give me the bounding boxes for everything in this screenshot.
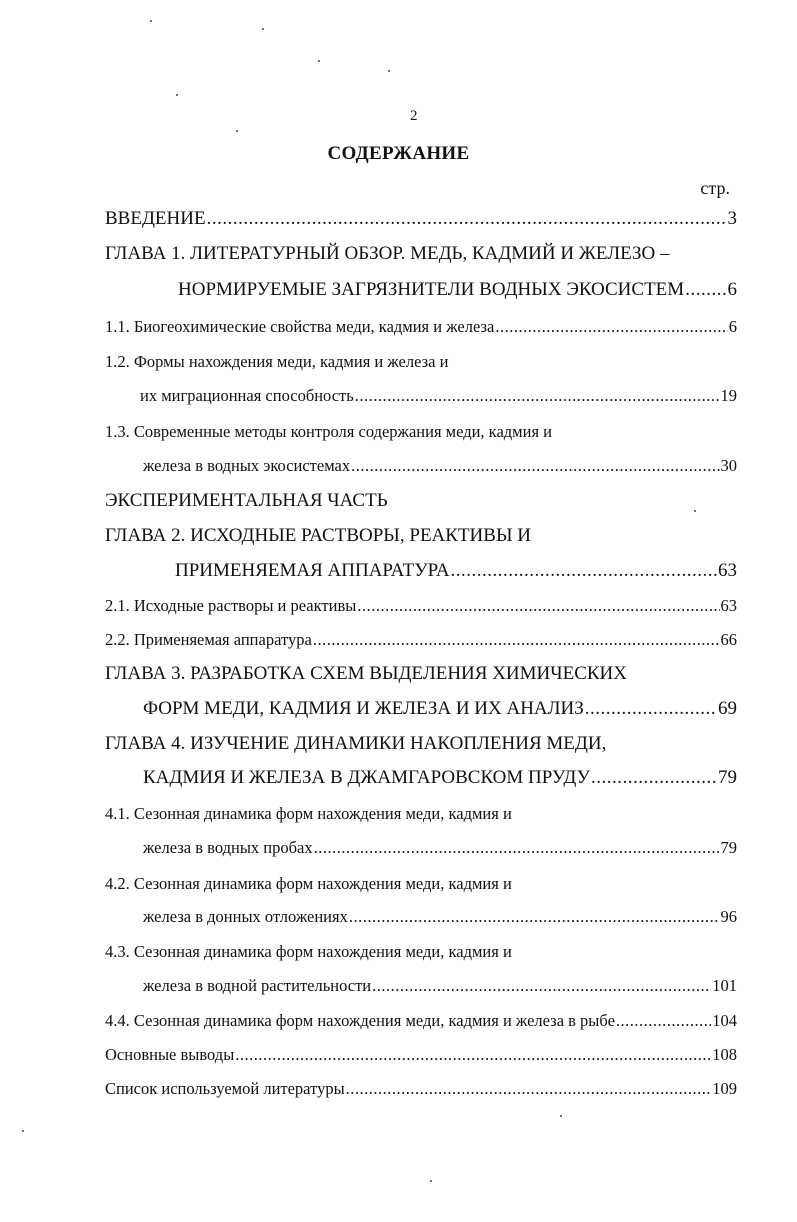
toc-entry-4-3 — [143, 976, 737, 996]
toc-label: железа в водных пробах — [143, 838, 313, 857]
toc-label: 4.4. Сезонная динамика форм нахождения меди, кадмия и железа в рыбе — [105, 1011, 615, 1030]
toc-entry-4-4 — [105, 1011, 737, 1031]
toc-page: 69 — [718, 698, 737, 719]
toc-page: 30 — [720, 456, 737, 475]
toc-section-1-2-line1: 1.2. Формы нахождения меди, кадмия и железа и — [105, 352, 449, 371]
toc-page: 96 — [720, 907, 737, 926]
toc-page: 104 — [712, 1011, 737, 1030]
toc-leader-dots — [346, 1079, 712, 1099]
toc-entry-1-2 — [140, 386, 737, 406]
toc-label: ВВЕДЕНИЕ — [105, 208, 206, 229]
toc-page: 108 — [712, 1045, 737, 1064]
toc-section-4-1-line1: 4.1. Сезонная динамика форм нахождения меди, кадмия и — [105, 804, 512, 823]
scan-speck — [22, 1130, 24, 1132]
toc-label: 2.2. Применяемая аппаратура — [105, 630, 312, 649]
page-column-label: стр. — [700, 178, 730, 198]
scan-speck — [236, 130, 238, 132]
toc-leader-dots — [313, 630, 720, 650]
page-number: 2 — [410, 108, 418, 124]
toc-entry-4-1 — [143, 838, 737, 858]
toc-section-4-2-line1: 4.2. Сезонная динамика форм нахождения меди, кадмия и — [105, 874, 512, 893]
toc-leader-dots — [495, 317, 727, 337]
toc-entry-2-1 — [105, 596, 737, 616]
toc-page: 3 — [727, 208, 737, 229]
toc-entry-conclusions — [105, 1045, 737, 1065]
toc-leader-dots — [235, 1045, 711, 1065]
toc-entry-chapter-2 — [175, 560, 737, 582]
toc-entry-1-1 — [105, 317, 737, 337]
toc-leader-dots — [685, 279, 726, 301]
toc-page: 63 — [720, 596, 737, 615]
scan-speck — [560, 1115, 562, 1117]
toc-label: железа в водных экосистемах — [143, 456, 351, 475]
toc-label: КАДМИЯ И ЖЕЛЕЗА В ДЖАМГАРОВСКОМ ПРУДУ — [143, 767, 591, 788]
toc-leader-dots — [591, 767, 717, 789]
toc-entry-references — [105, 1079, 737, 1099]
toc-leader-dots — [351, 456, 719, 476]
toc-leader-dots — [357, 596, 719, 616]
scan-speck — [430, 1180, 432, 1182]
toc-page: 101 — [712, 976, 737, 995]
toc-chapter-2-line1: ГЛАВА 2. ИСХОДНЫЕ РАСТВОРЫ, РЕАКТИВЫ И — [105, 525, 531, 546]
toc-entry-4-2 — [143, 907, 737, 927]
toc-part-experimental: ЭКСПЕРИМЕНТАЛЬНАЯ ЧАСТЬ — [105, 490, 388, 511]
toc-section-4-3-line1: 4.3. Сезонная динамика форм нахождения меди, кадмия и — [105, 942, 512, 961]
scan-speck — [388, 70, 390, 72]
page-title: СОДЕРЖАНИЕ — [327, 143, 470, 164]
toc-page: 6 — [728, 317, 737, 336]
toc-chapter-4-line1: ГЛАВА 4. ИЗУЧЕНИЕ ДИНАМИКИ НАКОПЛЕНИЯ МЕДИ, — [105, 733, 607, 754]
toc-label: 1.1. Биогеохимические свойства меди, кадмия и железа — [105, 317, 495, 336]
toc-page: 63 — [718, 560, 737, 581]
toc-section-1-3-line1: 1.3. Современные методы контроля содержания меди, кадмия и — [105, 422, 552, 441]
toc-leader-dots — [207, 208, 727, 230]
scan-speck — [318, 60, 320, 62]
scan-speck — [262, 28, 264, 30]
toc-entry-chapter-3 — [143, 698, 737, 720]
toc-label: Список используемой литературы — [105, 1079, 345, 1098]
toc-label: их миграционная способность — [140, 386, 354, 405]
toc-entry-2-2 — [105, 630, 737, 650]
toc-chapter-3-line1: ГЛАВА 3. РАЗРАБОТКА СХЕМ ВЫДЕЛЕНИЯ ХИМИЧЕСКИХ — [105, 663, 627, 684]
scan-speck — [150, 20, 152, 22]
toc-page: 6 — [727, 279, 737, 300]
toc-page: 79 — [718, 767, 737, 788]
toc-label: железа в донных отложениях — [143, 907, 348, 926]
toc-leader-dots — [372, 976, 711, 996]
toc-page: 66 — [720, 630, 737, 649]
toc-entry-chapter-4 — [143, 767, 737, 789]
toc-label: 2.1. Исходные растворы и реактивы — [105, 596, 357, 615]
toc-leader-dots — [349, 907, 720, 927]
toc-label: ФОРМ МЕДИ, КАДМИЯ И ЖЕЛЕЗА И ИХ АНАЛИЗ — [143, 698, 584, 719]
toc-leader-dots — [355, 386, 720, 406]
toc-label: ПРИМЕНЯЕМАЯ АППАРАТУРА — [175, 560, 450, 581]
toc-leader-dots — [585, 698, 717, 720]
toc-entry-intro — [105, 208, 737, 230]
toc-page: 19 — [720, 386, 737, 405]
scan-speck — [694, 510, 696, 512]
toc-leader-dots — [616, 1011, 711, 1031]
scan-speck — [176, 94, 178, 96]
toc-entry-1-3 — [143, 456, 737, 476]
toc-label: железа в водной растительности — [143, 976, 372, 995]
toc-entry-chapter-1 — [178, 279, 737, 301]
toc-leader-dots — [451, 560, 717, 582]
toc-leader-dots — [314, 838, 720, 858]
toc-label: НОРМИРУЕМЫЕ ЗАГРЯЗНИТЕЛИ ВОДНЫХ ЭКОСИСТЕМ — [178, 279, 685, 300]
toc-chapter-1-line1: ГЛАВА 1. ЛИТЕРАТУРНЫЙ ОБЗОР. МЕДЬ, КАДМИЙ И ЖЕЛЕЗО – — [105, 243, 670, 264]
toc-page: 109 — [712, 1079, 737, 1098]
toc-page: 79 — [720, 838, 737, 857]
toc-label: Основные выводы — [105, 1045, 235, 1064]
